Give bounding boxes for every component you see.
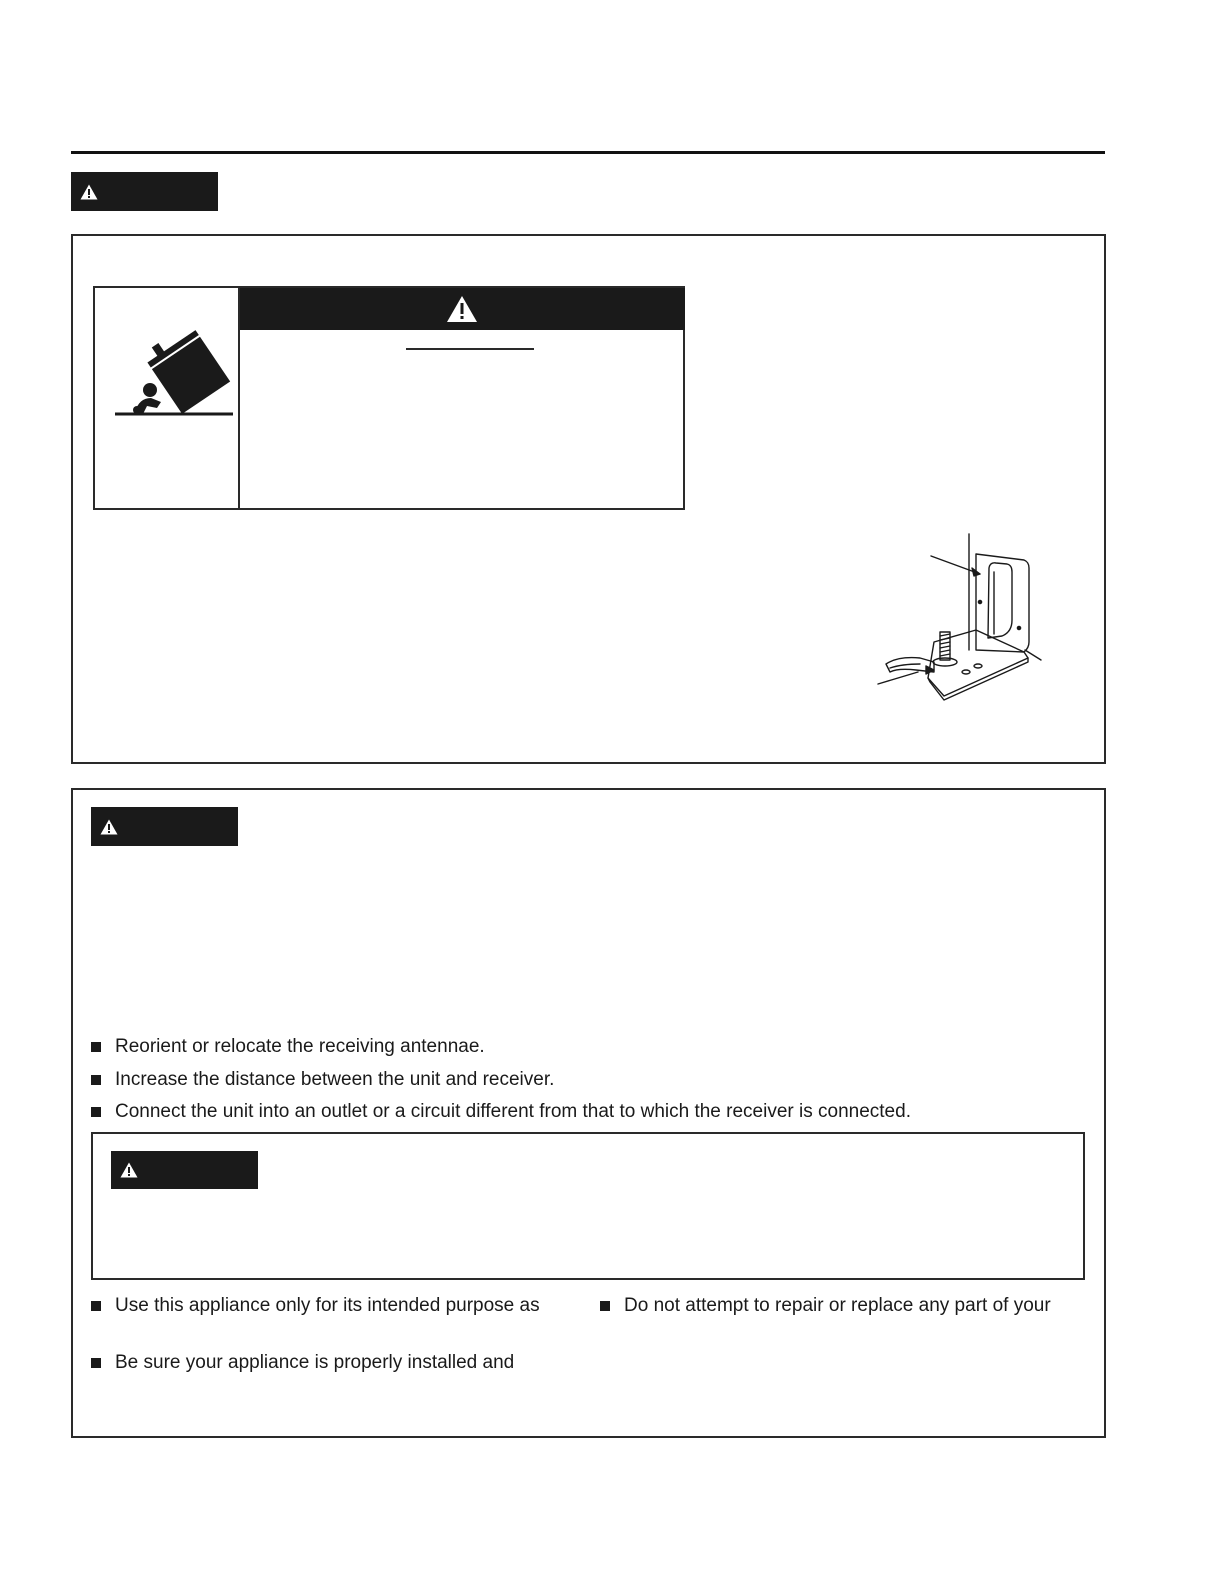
warning-label-top	[71, 172, 218, 211]
warning-triangle-icon	[446, 295, 478, 323]
caution-label-fcc	[91, 807, 238, 846]
warning-triangle-icon	[120, 1162, 138, 1178]
warning-triangle-icon	[80, 184, 98, 200]
square-bullet-icon	[91, 1042, 101, 1052]
square-bullet-icon	[91, 1107, 101, 1117]
tip-over-warning-panel	[93, 286, 685, 510]
panel-divider	[238, 288, 240, 508]
list-item	[91, 1293, 540, 1319]
bullet-text: Use this appliance only for its intended purpose as	[115, 1295, 540, 1316]
warning-label-inner	[111, 1151, 258, 1189]
bullet-text: Do not attempt to repair or replace any part of your	[624, 1295, 1051, 1316]
square-bullet-icon	[91, 1075, 101, 1085]
bullet-text: Connect the unit into an outlet or a circuit different from that to which the receiver is connected.	[115, 1101, 911, 1122]
bullet-text: Reorient or relocate the receiving antennae.	[115, 1036, 485, 1057]
warning-triangle-icon	[100, 819, 118, 835]
tip-over-warning-header	[238, 288, 685, 330]
bullet-text: Increase the distance between the unit and receiver.	[115, 1069, 555, 1090]
list-item	[91, 1099, 911, 1125]
list-item	[91, 1034, 485, 1060]
square-bullet-icon	[91, 1301, 101, 1311]
square-bullet-icon	[91, 1358, 101, 1368]
square-bullet-icon	[600, 1301, 610, 1311]
heading-underline	[406, 348, 534, 350]
list-item	[600, 1293, 1051, 1319]
child-tip-over-icon	[113, 328, 235, 418]
bullet-text: Be sure your appliance is properly installed and	[115, 1352, 515, 1373]
anti-tip-bracket-illustration	[876, 532, 1046, 702]
header-rule	[71, 151, 1105, 154]
list-item	[91, 1067, 554, 1093]
list-item	[91, 1350, 514, 1376]
